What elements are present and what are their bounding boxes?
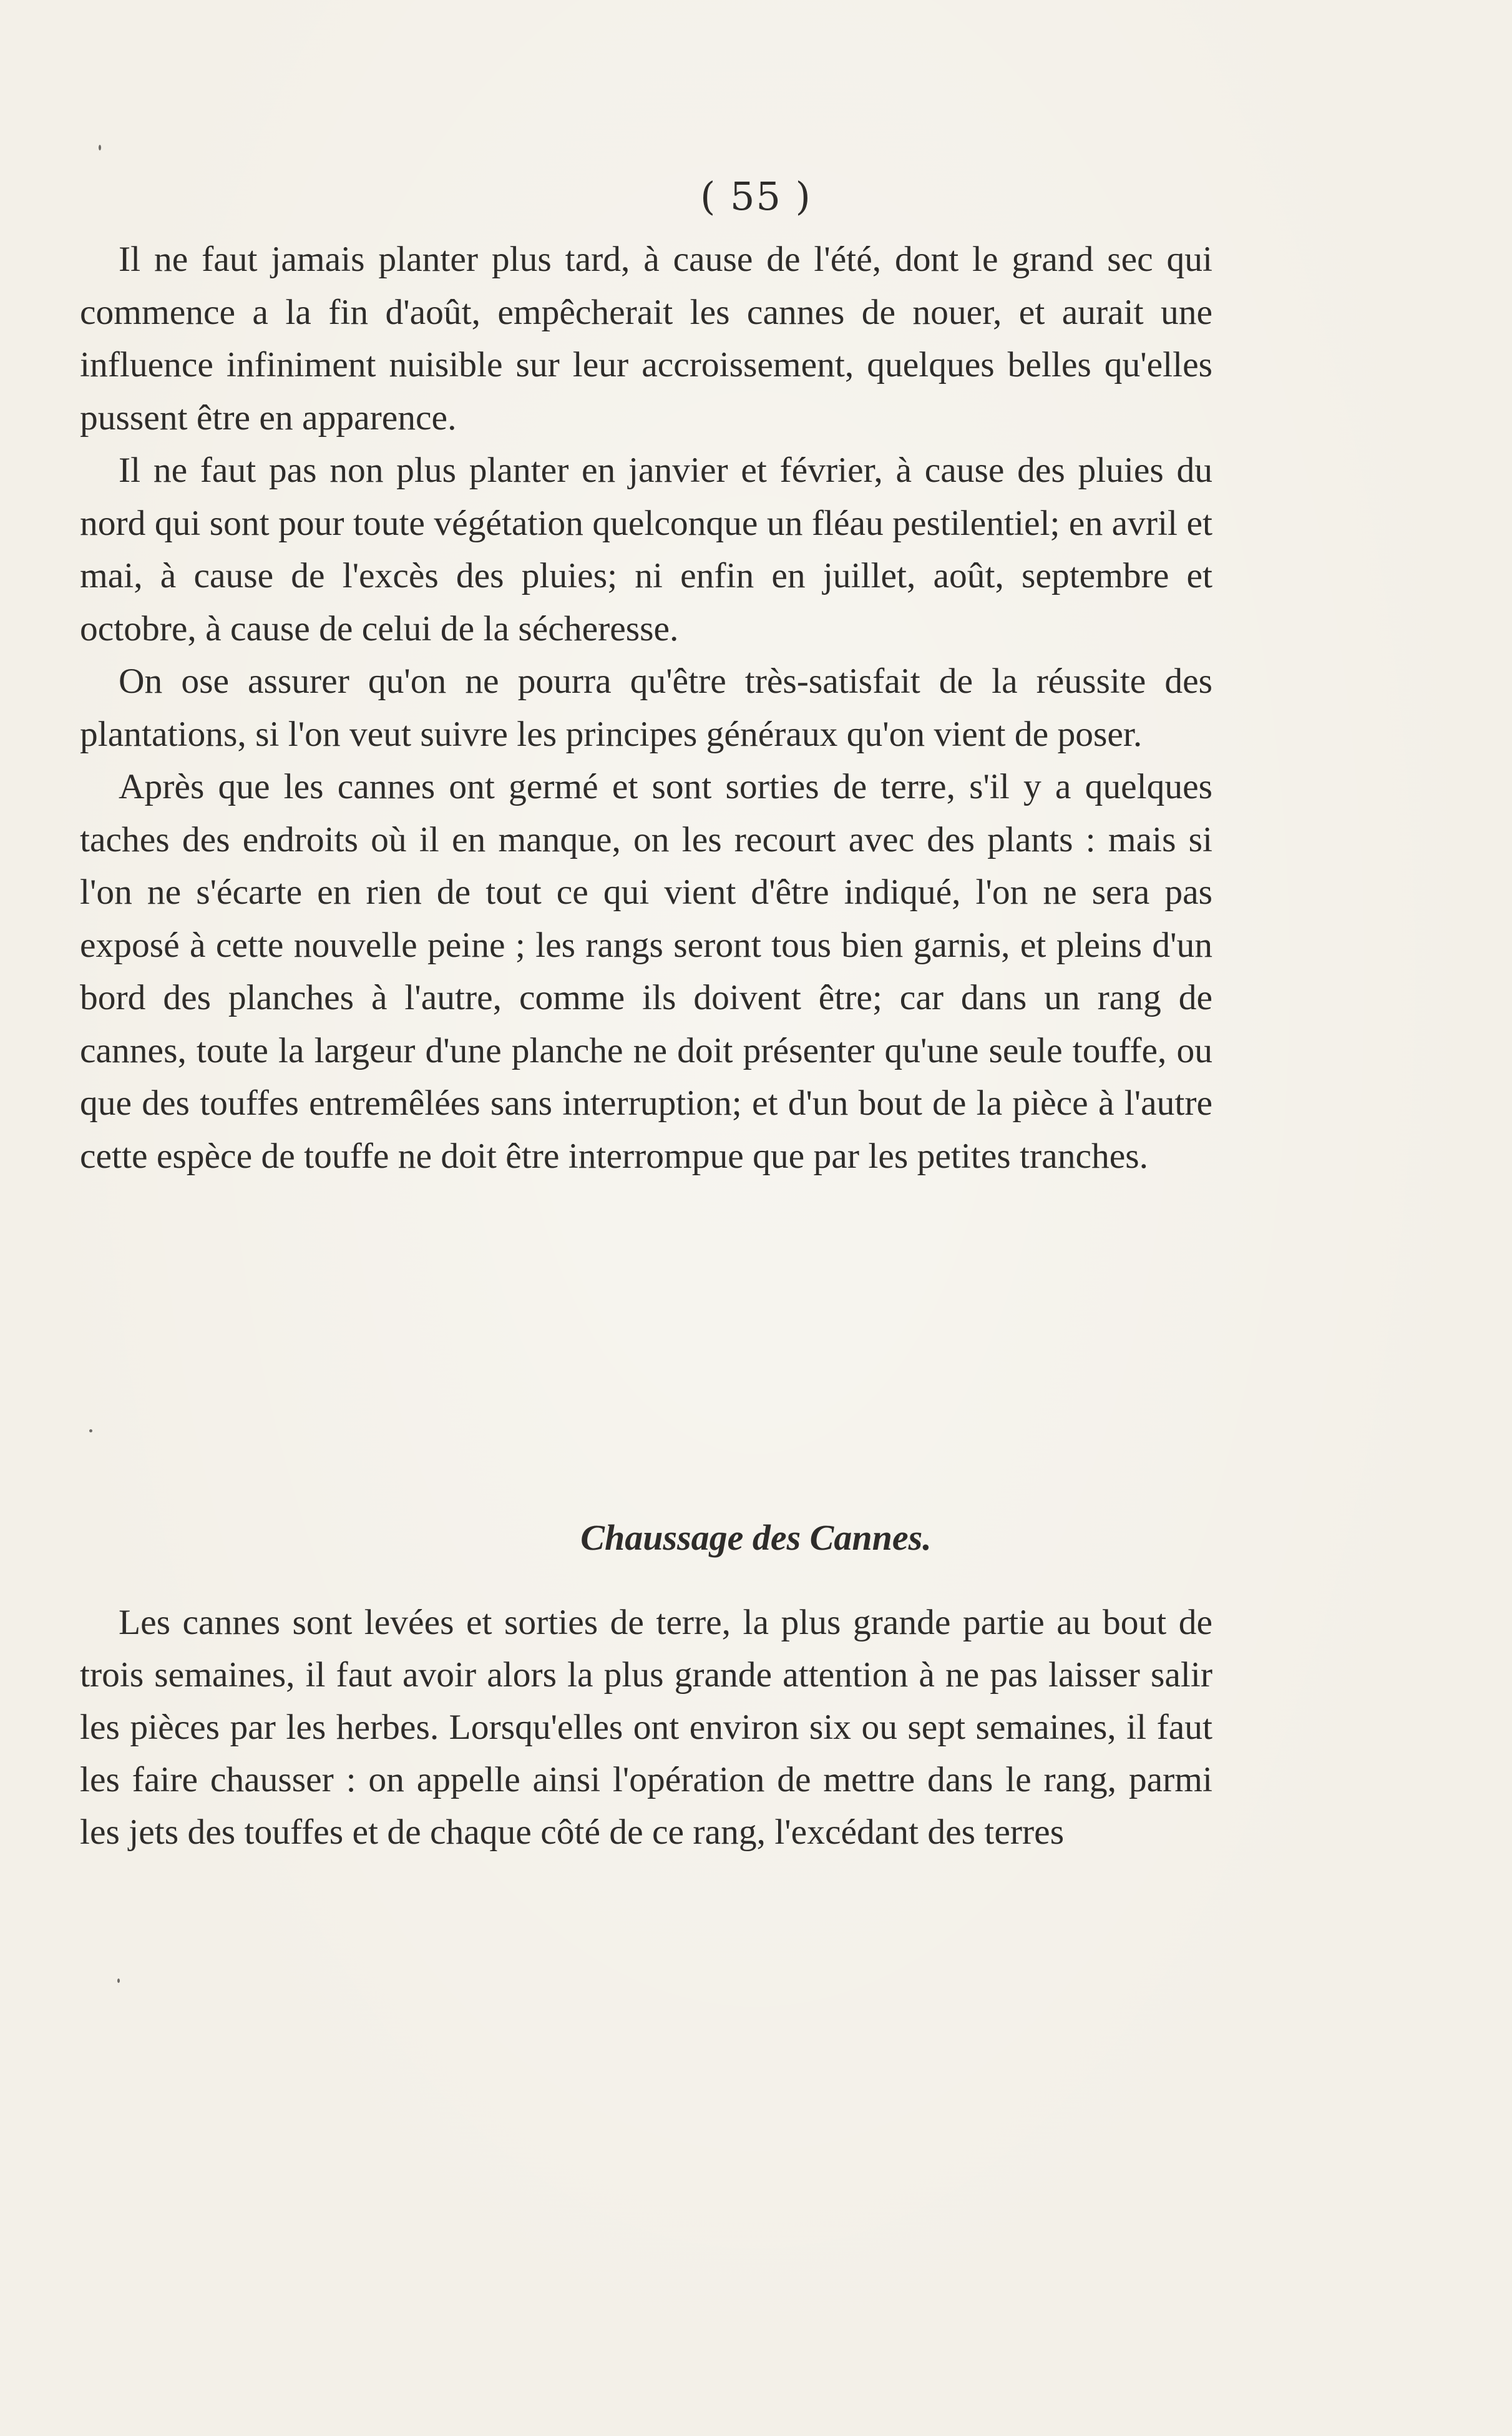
section-heading: Chaussage des Cannes.	[580, 1517, 932, 1558]
body-text	[80, 233, 1212, 1183]
paper-speck	[117, 1979, 120, 1983]
paragraph-chaussage: Les cannes sont levées et sorties de terre, la plus grande partie au bout de trois semaines, il faut avoir alors la plus grande attention à ne pas laisser salir les pièces par les herbes. Lorsqu'elles ont environ six ou sept semaines, il faut les faire chausser : on appelle ainsi l'opération de mettre dans le rang, parmi les jets des touffes et de chaque côté de ce rang, l'excédant des terres	[80, 1603, 1212, 1852]
paragraph-germination: Après que les cannes ont germé et sont sorties de terre, s'il y a quelques taches des endroits où il en manque, on les recourt avec des plants : mais si l'on ne s'écarte en rien de tout ce qui vient d'être indiqué, l'on ne sera pas exposé à cette nouvelle peine ; les rangs seront tous bien garnis, et pleins d'un bord des planches à l'autre, comme ils doivent être; car dans un rang de cannes, toute la largeur d'une planche ne doit présenter qu'une seule touffe, ou que des touffes entremêlées sans interruption; et d'un bout de la pièce à l'autre cette espèce de touffe ne doit être interrompue que par les petites tranches.	[80, 767, 1212, 1176]
paper-speck	[89, 1429, 92, 1432]
paragraph-success: On ose assurer qu'on ne pourra qu'être très-satisfait de la réussite des plantations, si l'on veut suivre les principes généraux qu'on vient de poser.	[80, 662, 1212, 754]
page-number: ( 55 )	[700, 174, 812, 219]
paragraph-planting-months: Il ne faut pas non plus planter en janvier et février, à cause des pluies du nord qui sont pour toute végétation quelconque un fléau pestilentiel; en avril et mai, à cause de l'excès des pluies; ni enfin en juillet, août, septembre et octobre, à cause de celui de la sécheresse.	[80, 451, 1212, 648]
paragraph-planting-timing: Il ne faut jamais planter plus tard, à cause de l'été, dont le grand sec qui commence a la fin d'août, empêcherait les cannes de nouer, et aurait une influence infiniment nuisible sur leur accroissement, quelques belles qu'elles pussent être en apparence.	[80, 240, 1212, 438]
paper-speck	[99, 145, 101, 150]
section-body-text	[80, 1597, 1212, 1859]
